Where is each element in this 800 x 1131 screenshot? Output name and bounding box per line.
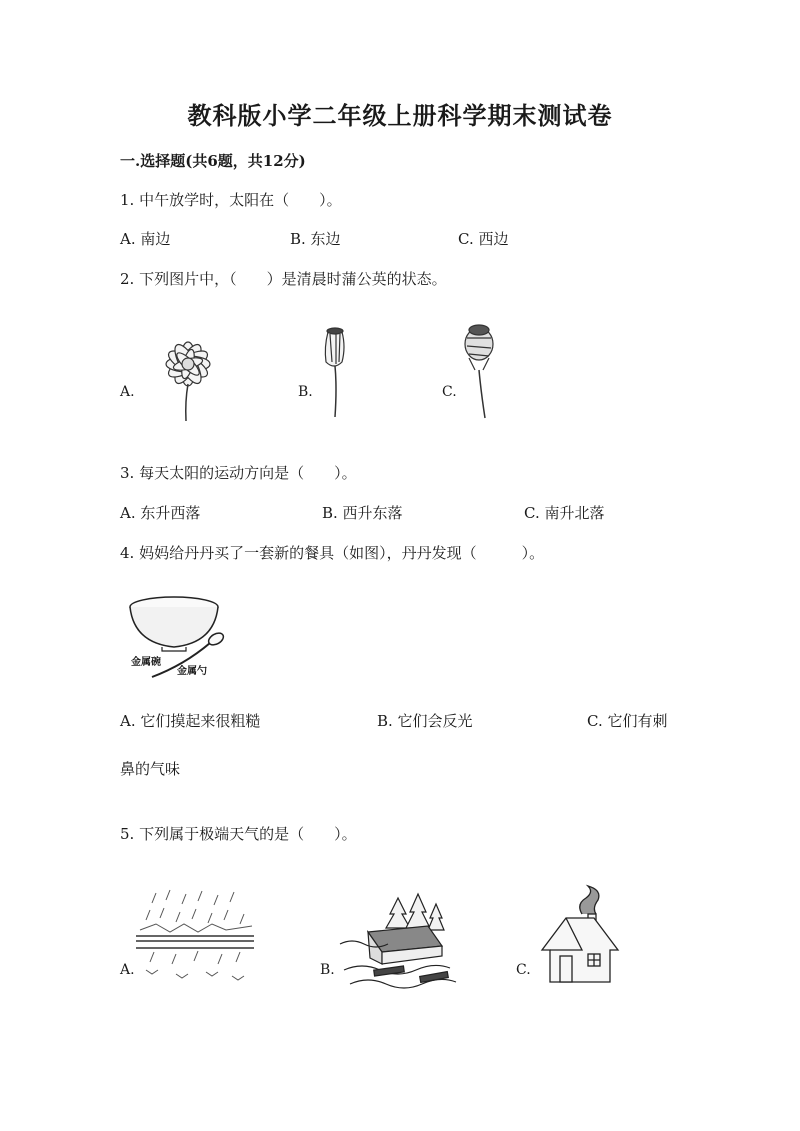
q3-option-a: A. 东升西落 <box>120 504 201 522</box>
q4-option-a: A. 它们摸起来很粗糙 <box>120 712 261 730</box>
q2-label-a: A. <box>120 384 135 400</box>
dandelion-closed-bud-image <box>455 322 505 422</box>
q5-label-b: B. <box>320 962 335 978</box>
q2-label-b: B. <box>298 384 313 400</box>
q1-option-a: A. 南边 <box>120 230 171 248</box>
q4-option-b: B. 它们会反光 <box>377 712 473 730</box>
question-1: 1. 中午放学时，太阳在（ ）。 <box>120 191 342 209</box>
heavy-rain-image <box>136 888 256 993</box>
question-3: 3. 每天太阳的运动方向是（ ）。 <box>120 464 357 482</box>
q3-option-b: B. 西升东落 <box>322 504 403 522</box>
metal-bowl-label: 金属碗 <box>131 657 161 668</box>
page-title: 教科版小学二年级上册科学期末测试卷 <box>187 101 613 130</box>
flooded-house-image <box>338 892 458 992</box>
question-4: 4. 妈妈给丹丹买了一套新的餐具（如图），丹丹发现（ ）。 <box>120 544 545 562</box>
q2-label-c: C. <box>442 384 457 400</box>
question-5: 5. 下列属于极端天气的是（ ）。 <box>120 825 357 843</box>
q5-label-c: C. <box>516 962 531 978</box>
dandelion-open-flower-image <box>138 326 238 426</box>
q3-option-c: C. 南升北落 <box>524 504 605 522</box>
section-heading: 一.选择题(共6题，共12分) <box>120 152 306 170</box>
dandelion-half-closed-image <box>312 322 362 422</box>
q1-option-c: C. 西边 <box>458 230 509 248</box>
question-2: 2. 下列图片中，（ ）是清晨时蒲公英的状态。 <box>120 270 447 288</box>
q4-option-c-continued: 鼻的气味 <box>120 760 181 778</box>
q4-option-c: C. 它们有刺 <box>587 712 668 730</box>
metal-spoon-label: 金属勺 <box>177 666 207 677</box>
q5-label-a: A. <box>120 962 135 978</box>
q1-option-b: B. 东边 <box>290 230 341 248</box>
house-with-chimney-smoke-image <box>538 884 628 989</box>
